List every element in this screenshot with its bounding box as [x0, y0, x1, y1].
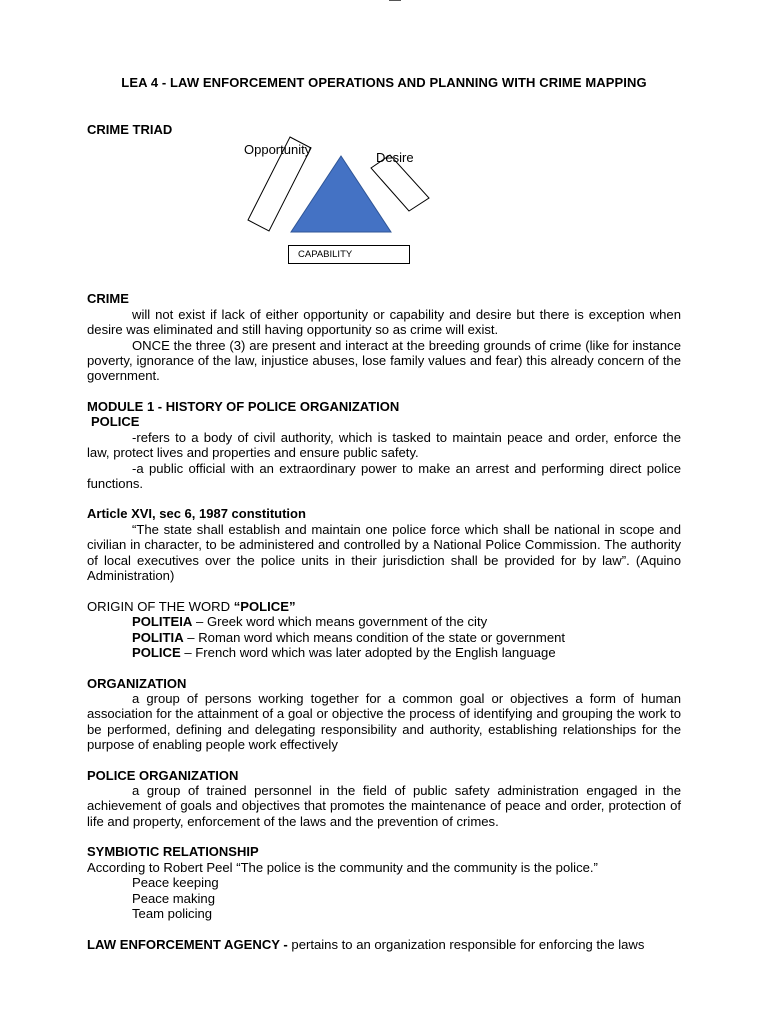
- module-1-heading: MODULE 1 - HISTORY OF POLICE ORGANIZATION: [87, 399, 400, 414]
- symbiotic-item: Peace making: [132, 890, 215, 906]
- origin-item-politeia: [87, 614, 681, 629]
- crime-paragraph-1: will not exist if lack of either opportunity or capability and desire but there is exception when desire was eliminated and still having opportunity so as crime will exist.: [87, 307, 681, 338]
- origin-item-police: [87, 645, 681, 660]
- police-organization-heading: POLICE ORGANIZATION: [87, 768, 239, 783]
- police-definition-1: -refers to a body of civil authority, which is tasked to maintain peace and order, enforce the law, protect lives and properties and ensure public safety.: [87, 430, 681, 461]
- organization-body: [87, 691, 681, 752]
- desire-label: Desire: [376, 150, 414, 165]
- origin-term: POLITEIA: [132, 614, 193, 630]
- origin-heading-word: “POLICE”: [233, 599, 296, 614]
- origin-item-politia: [87, 630, 681, 645]
- origin-definition: – Roman word which means condition of the state or government: [183, 629, 566, 645]
- lea-text: pertains to an organization responsible for enforcing the laws: [287, 937, 645, 952]
- origin-section: [87, 599, 681, 660]
- organization-text: a group of persons working together for a common goal or objectives a form of human association for the attainment of a goal or objective the process of identifying and grouping the work to be performed, defining and delegating responsibility and authority, establishing relationships for the purpose of enabling people work effectively: [87, 691, 681, 752]
- crime-body: [87, 307, 681, 383]
- opportunity-label: Opportunity: [244, 142, 312, 157]
- crime-triad-heading: CRIME TRIAD: [87, 122, 173, 137]
- police-organization-body: [87, 783, 681, 829]
- symbiotic-item: Peace keeping: [132, 875, 219, 891]
- police-definitions: [87, 430, 681, 491]
- lea-term: LAW ENFORCEMENT AGENCY -: [87, 937, 288, 952]
- symbiotic-body: [87, 860, 681, 921]
- symbiotic-heading: SYMBIOTIC RELATIONSHIP: [87, 844, 259, 859]
- police-definition-2: -a public official with an extraordinary power to make an arrest and performing direct police functions.: [87, 460, 681, 491]
- origin-definition: – Greek word which means government of the city: [192, 614, 488, 630]
- origin-definition: – French word which was later adopted by the English language: [180, 644, 556, 660]
- document-title: LEA 4 - LAW ENFORCEMENT OPERATIONS AND PLANNING WITH CRIME MAPPING: [121, 75, 647, 90]
- police-heading: POLICE: [91, 414, 140, 429]
- origin-heading: [87, 599, 681, 614]
- origin-term: POLITIA: [132, 629, 184, 645]
- origin-term: POLICE: [132, 644, 181, 660]
- crime-paragraph-2: ONCE the three (3) are present and interact at the breeding grounds of crime (like for instance poverty, ignorance of the law, injustice abuses, lose family values and fear) this already concern of the government.: [87, 337, 681, 384]
- article-body: [87, 522, 681, 583]
- symbiotic-item: Team policing: [132, 905, 213, 921]
- origin-heading-prefix: ORIGIN OF THE WORD: [87, 599, 234, 614]
- law-enforcement-agency-definition: [87, 937, 681, 952]
- symbiotic-quote: According to Robert Peel “The police is the community and the community is the police.”: [87, 860, 598, 875]
- capability-label: CAPABILITY: [298, 249, 353, 260]
- organization-heading: ORGANIZATION: [87, 676, 187, 691]
- capability-box: [288, 245, 410, 264]
- article-text: “The state shall establish and maintain one police force which shall be national in scope and civilian in character, to be administered and controlled by a National Police Commission. The authority of local executives over the police units in their jurisdiction shall be provided for by law”. (Aquino Administration): [87, 522, 681, 583]
- lea-paragraph: [87, 937, 681, 952]
- crime-heading: CRIME: [87, 291, 129, 306]
- article-heading: Article XVI, sec 6, 1987 constitution: [87, 506, 306, 521]
- page-top-mark: [389, 0, 401, 1]
- police-organization-text: a group of trained personnel in the field of public safety administration engaged in the achievement of goals and objectives that promotes the maintenance of peace and order, protection of life and property, enforcement of the laws and the prevention of crimes.: [87, 783, 681, 829]
